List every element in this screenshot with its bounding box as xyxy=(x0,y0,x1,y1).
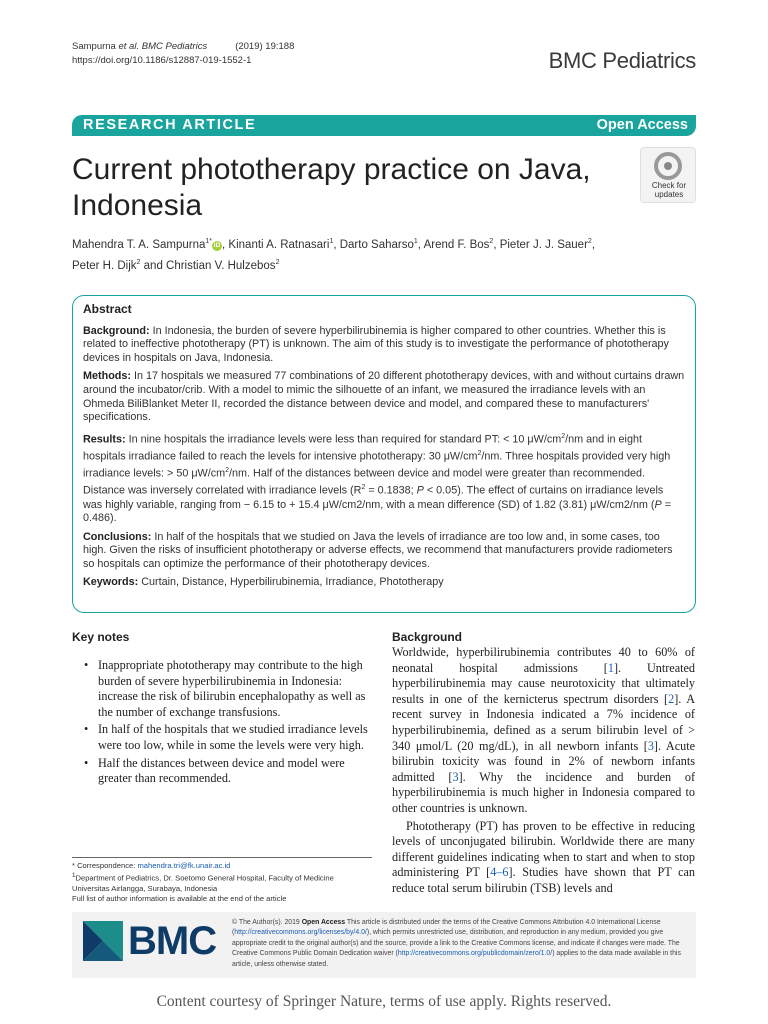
superscript: 2 xyxy=(477,449,482,457)
body-text: ]. Why the incidence and burden of hyperbilirubinemia is much higher in Indonesia compared to other countries is unknown. xyxy=(392,769,696,815)
article-title: Current phototherapy practice on Java, Indonesia xyxy=(72,153,591,222)
abstract-keywords xyxy=(83,576,685,590)
license-box xyxy=(72,912,696,978)
author-list: Mahendra T. A. Sampurna$^{1*}$iD , Kinanti A. Ratnasari$^1$, Darto Saharso$^1$, Arend F. Bos$^2$, Pieter J. J. Sauer$^2$, Peter H. Dijk$^2$ and Christian V. Hulzebos$^2$ xyxy=(72,238,596,272)
license-body: ) applies to the data made available in this article, unless otherwise stated. xyxy=(232,950,681,968)
results-text: In nine hospitals the irradiance levels were less than required for standard PT: < 10 μW/cm xyxy=(125,433,562,446)
author-affiliation: 2 xyxy=(587,238,592,245)
results-text: = 0.486). xyxy=(83,498,672,525)
abstract-methods xyxy=(83,370,685,424)
citation-year: (2019) 19:188 xyxy=(235,41,295,52)
author-affiliation: 1 xyxy=(329,238,334,245)
article-type-banner xyxy=(72,115,696,136)
superscript: 2 xyxy=(561,432,566,440)
body-text: ]. A recent survey in Indonesia indicated a 7% incidence of hyperbilirubinemia, defined as a serum bilirubin level of > 340 μmol/L (20 mg/dL), in all newborn infants [ xyxy=(392,691,695,753)
citation-etal: et al. xyxy=(118,41,140,52)
p-symbol: P xyxy=(416,484,424,497)
citation-authors: Sampurna xyxy=(72,41,119,52)
open-access-label: Open Access xyxy=(596,117,688,133)
key-notes-heading: Key notes xyxy=(72,630,130,644)
results-text: < 0.05). The effect of curtains on irradiance levels was highly variable, ranging from − 6.15 to + 15.4 μW/cm2/nm, with a mean difference (SD) of 1.82 (3.81) μW/cm2/nm ( xyxy=(83,484,664,511)
affiliation-line xyxy=(72,871,372,894)
check-for-updates-icon xyxy=(654,152,682,180)
author-affiliation: 2 xyxy=(275,258,280,266)
full-list-note: Full list of author information is available at the end of the article xyxy=(72,893,287,903)
list-item: • Half the distances between device and model were greater than recommended. xyxy=(72,756,372,787)
author-affiliation: 1* xyxy=(205,238,213,245)
methods-text: In 17 hospitals we measured 77 combinations of 20 different phototherapy devices, with and without curtains drawn around the incubator/crib. With a model to mimic the silhouette of an infant, we measured the irradiance levels with an Ohmeda BiliBlanket Meter II, recorded the distance between device and model, and compared these to manufacturers' specifications. xyxy=(83,370,685,424)
check-for-updates-line1: Check for xyxy=(651,181,687,190)
conclusions-text: In half of the hospitals that we studied on Java the levels of irradiance are too low and, in some cases, too high. Given the risks of insufficient phototherapy or adverse effects, we recommend that manufacturers provide radiometers so hospitals can optimize the performance of their phototherapy devices. xyxy=(83,530,673,570)
background-paragraph xyxy=(392,819,695,897)
author-name[interactable]: Pieter J. J. Sauer xyxy=(499,238,588,251)
background-section xyxy=(392,630,695,897)
abstract-heading: Abstract xyxy=(83,302,132,316)
reference-link[interactable]: 2 xyxy=(668,691,675,706)
results-text: /nm and in eight hospitals irradiance failed to reach the levels for intensive phototherapy: 30 μW/cm xyxy=(83,433,642,463)
open-access-bold: Open Access xyxy=(301,919,346,926)
footnotes xyxy=(72,857,372,904)
bmc-logo-icon xyxy=(83,921,123,961)
key-notes-section xyxy=(72,630,372,789)
results-text: = 0.1838; xyxy=(365,484,417,497)
body-text: ]. Studies have shown that PT can reduce total serum bilirubin (TSB) levels and xyxy=(392,865,695,895)
affiliation-number: 1 xyxy=(72,872,76,879)
citation-block xyxy=(72,40,294,68)
email-link[interactable]: mahendra.tri@fk.unair.ac.id xyxy=(137,861,231,870)
background-paragraph xyxy=(392,645,695,817)
abstract-conclusions xyxy=(83,531,685,572)
author-affiliation: 1 xyxy=(413,238,418,245)
license-body: ), which permits unrestricted use, distribution, and reproduction in any medium, provided you give appropriate credit to the original author(s) and the source, provide a link to the Creative Commons license, and indicate if changes were made. The Creative Commons Public Domain Dedication waiver ( xyxy=(232,929,680,958)
doi-link[interactable]: https://doi.org/10.1186/s12887-019-1552-1 xyxy=(72,55,252,66)
list-item: • In half of the hospitals that we studied irradiance levels were too low, while in some the levels were very high. xyxy=(72,722,372,753)
conclusions-label: Conclusions: xyxy=(83,530,152,543)
keywords-label: Keywords: xyxy=(83,576,139,589)
license-text xyxy=(232,918,692,970)
article-type: RESEARCH ARTICLE xyxy=(83,117,257,133)
correspondence-label: * Correspondence: xyxy=(72,861,138,870)
background-heading: Background xyxy=(392,630,463,644)
reference-link[interactable]: 3 xyxy=(452,769,459,784)
results-text: /nm. Half of the distances between device and model were greater than recommended. Distance was inversely correlated with irradiance levels (R xyxy=(83,467,645,497)
p-symbol: P xyxy=(654,498,662,511)
body-text: ]. Acute bilirubin toxicity was found in 2% of newborn infants admitted [ xyxy=(392,738,695,784)
results-label: Results: xyxy=(83,433,126,446)
superscript: 2 xyxy=(361,484,366,492)
orcid-icon[interactable]: iD xyxy=(213,241,221,249)
results-text: /nm. Three hospitals provided very high irradiance levels: > 50 μW/cm xyxy=(83,450,671,480)
author-name[interactable]: Mahendra T. A. Sampurna xyxy=(72,238,206,251)
correspondence-line xyxy=(72,861,372,871)
license-body: This article is distributed under the terms of the Creative Commons Attribution 4.0 International License ( xyxy=(232,919,661,937)
check-for-updates-line2: updates xyxy=(654,190,684,199)
author-name[interactable]: Kinanti A. Ratnasari xyxy=(228,238,330,251)
author-name[interactable]: Arend F. Bos xyxy=(423,238,490,251)
author-affiliation: 2 xyxy=(489,238,494,245)
body-text: ]. Untreated hyperbilirubinemia may cause neurotoxicity that ultimately results in one of the kernicterus spectrum disorders [ xyxy=(392,660,696,706)
affiliation-text: Department of Pediatrics, Dr. Soetomo General Hospital, Faculty of Medicine Universitas Airlangga, Surabaya, Indonesia xyxy=(72,873,334,893)
abstract-results xyxy=(83,430,685,526)
body-text: Worldwide, hyperbilirubinemia contributes 40 to 60% of neonatal hospital admissions [ xyxy=(392,645,695,675)
reference-link[interactable]: 3 xyxy=(647,738,654,753)
author-name[interactable]: Peter H. Dijk xyxy=(72,259,137,272)
abstract-background xyxy=(83,325,685,366)
page-header xyxy=(72,40,696,80)
citation-journal: BMC Pediatrics xyxy=(139,41,208,52)
author-affiliation: 2 xyxy=(136,258,141,266)
keywords-text: Curtain, Distance, Hyperbilirubinemia, Irradiance, Phototherapy xyxy=(138,576,444,589)
reference-link[interactable]: 1 xyxy=(607,660,614,675)
journal-name: BMC Pediatrics xyxy=(548,48,696,73)
courtesy-notice: Content courtesy of Springer Nature, terms of use apply. Rights reserved. xyxy=(156,993,612,1010)
background-text: In Indonesia, the burden of severe hyperbilirubinemia is higher compared to other countries. Whether this is related to ineffective phototherapy (PT) is unknown. The aim of this study is to investigate the performance of phototherapy devices in hospitals on Java, Indonesia. xyxy=(83,324,669,364)
methods-label: Methods: xyxy=(83,370,131,383)
superscript: 2 xyxy=(225,467,230,475)
abstract-box xyxy=(72,295,696,613)
author-name[interactable]: Christian V. Hulzebos xyxy=(166,259,276,272)
license-link[interactable]: http://creativecommons.org/licenses/by/4.0/ xyxy=(234,929,367,937)
check-for-updates-button[interactable] xyxy=(640,147,696,203)
bmc-logo-text: BMC xyxy=(128,919,217,963)
copyright-text: © The Author(s). 2019 xyxy=(232,919,302,926)
author-name[interactable]: Darto Saharso xyxy=(339,238,414,251)
body-text: Phototherapy (PT) has proven to be effective in reducing levels of unconjugated bilirubin. Worldwide there are many different guidelines indicating when to start and when to stop administering PT [ xyxy=(392,818,695,880)
waiver-link[interactable]: http://creativecommons.org/publicdomain/zero/1.0/ xyxy=(397,950,553,958)
list-item: • Inappropriate phototherapy may contribute to the high burden of severe hyperbilirubinemia in Indonesia: increase the risk of bilirubin encephalopathy as well as the number of exchange transfusions. xyxy=(72,658,372,720)
reference-link[interactable]: 4–6 xyxy=(490,865,509,880)
key-notes-list xyxy=(72,658,372,787)
background-label: Background: xyxy=(83,324,150,337)
